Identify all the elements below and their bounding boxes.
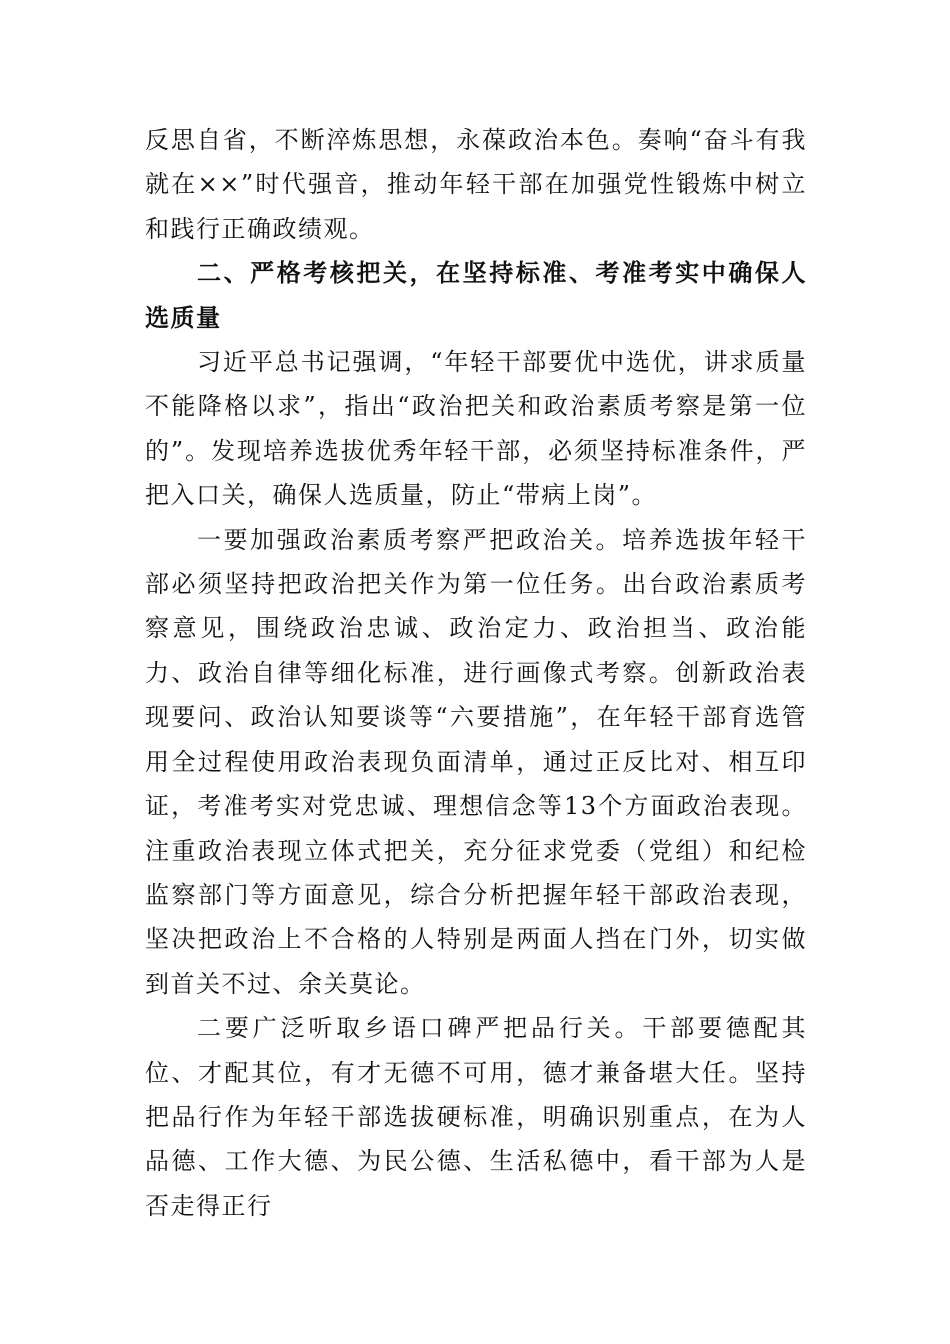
paragraph-continuation: 反思自省，不断淬炼思想，永葆政治本色。奏响“奋斗有我就在××”时代强音，推动年轻干部在加强党性锻炼中树立和践行正确政绩观。 bbox=[145, 126, 807, 243]
paragraph-conduct-check: 二要广泛听取乡语口碑严把品行关。干部要德配其位、才配其位，有才无德不可用，德才兼备堪大任。坚持把品行作为年轻干部选拔硬标准，明确识别重点，在为人品德、工作大德、为民公德、生活私德中，看干部为人是否走得正行 bbox=[145, 1014, 807, 1220]
paragraph-intro: 习近平总书记强调，“年轻干部要优中选优，讲求质量不能降格以求”，指出“政治把关和政治素质考察是第一位的”。发现培养选拔优秀年轻干部，必须坚持标准条件，严把入口关，确保人选质量，防止“带病上岗”。 bbox=[145, 348, 807, 510]
paragraph-political-check: 一要加强政治素质考察严把政治关。培养选拔年轻干部必须坚持把政治把关作为第一位任务。出台政治素质考察意见，围绕政治忠诚、政治定力、政治担当、政治能力、政治自律等细化标准，进行画像式考察。创新政治表现要问、政治认知要谈等“六要措施”，在年轻干部育选管用全过程使用政治表现负面清单，通过正反比对、相互印证，考准考实对党忠诚、理想信念等13个方面政治表现。注重政治表现立体式把关，充分征求党委（党组）和纪检监察部门等方面意见，综合分析把握年轻干部政治表现，坚决把政治上不合格的人特别是两面人挡在门外，切实做到首关不过、余关莫论。 bbox=[145, 525, 807, 998]
document-body bbox=[145, 118, 807, 1228]
section-heading: 二、严格考核把关，在坚持标准、考准考实中确保人选质量 bbox=[145, 259, 807, 332]
